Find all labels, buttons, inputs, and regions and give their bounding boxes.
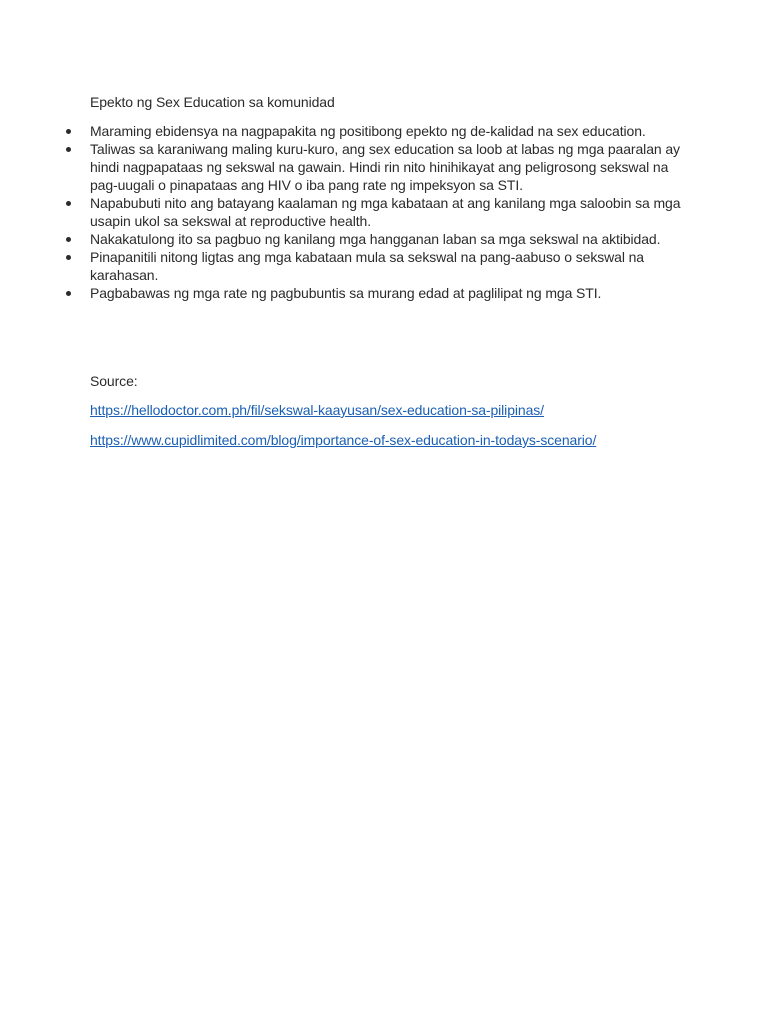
list-item: [90, 122, 690, 140]
list-item: [90, 230, 690, 248]
list-item: [90, 248, 690, 284]
bullet-icon: [66, 291, 71, 296]
document-title: Epekto ng Sex Education sa komunidad: [90, 94, 335, 110]
bullet-list: [90, 122, 690, 302]
list-item-text: Pagbabawas ng mga rate ng pagbubuntis sa murang edad at paglilipat ng mga STI.: [90, 285, 602, 301]
bullet-icon: [66, 147, 71, 152]
source-label: Source:: [90, 373, 138, 389]
list-item-text: Napabubuti nito ang batayang kaalaman ng mga kabataan at ang kanilang mga saloobin sa mga usapin ukol sa sekswal at reproductive health.: [90, 195, 681, 229]
bullet-icon: [66, 129, 71, 134]
source-link-hellodoctor[interactable]: https://hellodoctor.com.ph/fil/sekswal-kaayusan/sex-education-sa-pilipinas/: [90, 402, 544, 418]
list-item-text: Maraming ebidensya na nagpapakita ng positibong epekto ng de-kalidad na sex education.: [90, 123, 646, 139]
list-item: [90, 140, 690, 194]
list-item: [90, 194, 690, 230]
list-item: [90, 284, 690, 302]
list-item-text: Nakakatulong ito sa pagbuo ng kanilang mga hangganan laban sa mga sekswal na aktibidad.: [90, 231, 661, 247]
source-link-cupidlimited[interactable]: https://www.cupidlimited.com/blog/importance-of-sex-education-in-todays-scenario/: [90, 432, 597, 448]
bullet-icon: [66, 255, 71, 260]
bullet-icon: [66, 237, 71, 242]
bullet-icon: [66, 201, 71, 206]
list-item-text: Taliwas sa karaniwang maling kuru-kuro, ang sex education sa loob at labas ng mga paaralan ay hindi nagpapataas ng sekswal na gawain. Hindi rin nito hinihikayat ang peligrosong sekswal na pag-uugali o pinapataas ang HIV o iba pang rate ng impeksyon sa STI.: [90, 141, 680, 193]
list-item-text: Pinapanitili nitong ligtas ang mga kabataan mula sa sekswal na pang-aabuso o sekswal na karahasan.: [90, 249, 644, 283]
